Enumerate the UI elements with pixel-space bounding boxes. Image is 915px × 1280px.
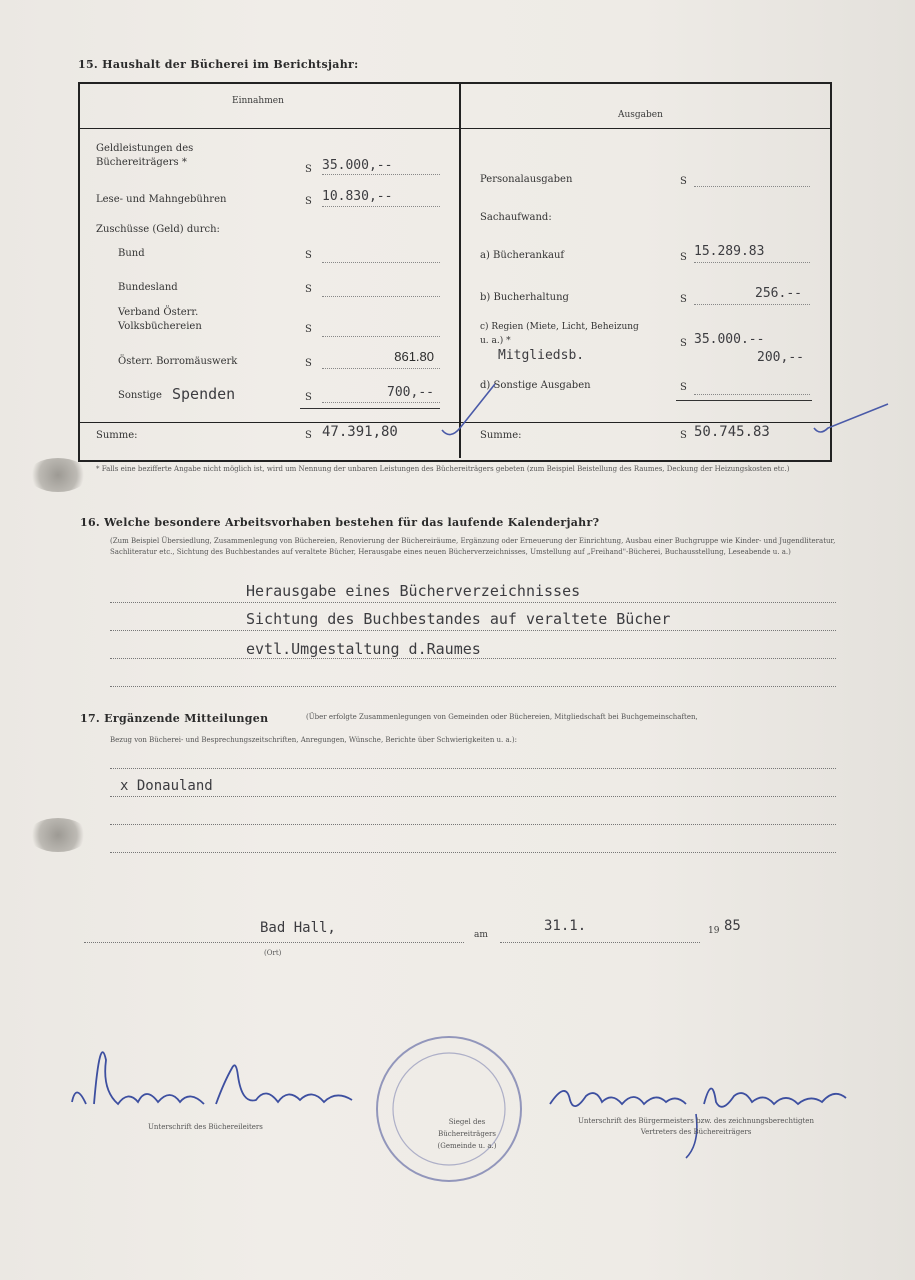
lese-label: Lese- und Mahngebühren bbox=[96, 194, 227, 205]
date-line bbox=[500, 942, 700, 943]
c-label: c) Regien (Miete, Licht, Beheizung u. a.) * bbox=[480, 322, 639, 346]
answer-line bbox=[110, 824, 836, 825]
section-16-title: 16. Welche besondere Arbeitsvorhaben bestehen für das laufende Kalenderjahr? bbox=[80, 516, 600, 529]
currency: S bbox=[305, 250, 312, 261]
bundesland-field[interactable] bbox=[322, 282, 440, 297]
checkmark-icon bbox=[440, 380, 500, 440]
sonstige-label: Sonstige bbox=[118, 390, 162, 401]
currency: S bbox=[305, 284, 312, 295]
place-value: Bad Hall, bbox=[260, 920, 336, 936]
answer-line bbox=[110, 796, 836, 797]
checkmark-icon bbox=[812, 402, 892, 438]
bundesland-label: Bundesland bbox=[118, 282, 178, 293]
currency: S bbox=[305, 392, 312, 403]
section-15-title: 15. Haushalt der Bücherei im Berichtsjahr: bbox=[78, 58, 359, 71]
b-value: 256.-- bbox=[755, 286, 802, 301]
borro-label: Österr. Borromäuswerk bbox=[118, 356, 238, 367]
punch-hole bbox=[28, 818, 88, 852]
section-17-title: 17. Ergänzende Mitteilungen bbox=[80, 712, 269, 725]
expense-summe-label: Summe: bbox=[480, 430, 522, 441]
currency: S bbox=[680, 176, 687, 187]
footnote: * Falls eine bezifferte Angabe nicht möglich ist, wird um Nennung der unbaren Leistungen des Büchereiträgers gebeten (zum Beispiel Beistellung des Raumes, Deckung der Heizungskosten etc.) bbox=[96, 465, 790, 473]
d-label: d) Sonstige Ausgaben bbox=[480, 380, 591, 391]
personal-label: Personalausgaben bbox=[480, 174, 573, 185]
answer-line bbox=[110, 630, 836, 631]
notes-line-1: x Donauland bbox=[120, 778, 213, 794]
date-value: 31.1. bbox=[544, 918, 587, 934]
section-17-hint-1: (Über erfolgte Zusammenlegungen von Gemeinden oder Büchereien, Mitgliedschaft bei Buchgemeinschaften, bbox=[306, 713, 698, 721]
sonstige-value: 700,-- bbox=[387, 385, 434, 400]
place-line bbox=[84, 942, 464, 943]
place-label: (Ort) bbox=[264, 949, 282, 957]
a-value: 15.289.83 bbox=[694, 244, 765, 259]
zuschuss-label: Zuschüsse (Geld) durch: bbox=[96, 224, 220, 235]
plan-line-2: Sichtung des Buchbestandes auf veraltete Bücher bbox=[246, 610, 671, 628]
currency: S bbox=[305, 164, 312, 175]
am-label: am bbox=[474, 930, 488, 940]
bund-label: Bund bbox=[118, 248, 145, 259]
expense-summe-value: 50.745.83 bbox=[694, 424, 770, 440]
geld-value: 35.000,-- bbox=[322, 158, 393, 173]
year-prefix: 19 bbox=[708, 926, 720, 936]
bund-field[interactable] bbox=[322, 248, 440, 263]
currency: S bbox=[305, 324, 312, 335]
currency: S bbox=[680, 338, 687, 349]
section-17-hint-2: Bezug von Bücherei- und Besprechungszeitschriften, Anregungen, Wünsche, Berichte über Schwierigkeiten u. a.): bbox=[110, 736, 517, 744]
mitglied-value: 200,-- bbox=[757, 350, 804, 365]
personal-field[interactable] bbox=[694, 172, 810, 187]
punch-hole bbox=[28, 458, 88, 492]
currency: S bbox=[305, 358, 312, 369]
answer-line bbox=[110, 852, 836, 853]
lese-value: 10.830,-- bbox=[322, 189, 393, 204]
year-value: 85 bbox=[724, 918, 741, 934]
mitglied-label: Mitgliedsb. bbox=[498, 348, 585, 363]
sum-rule bbox=[300, 408, 440, 409]
left-signature-caption: Unterschrift des Büchereileiters bbox=[148, 1123, 263, 1131]
income-header: Einnahmen bbox=[232, 96, 284, 106]
answer-line bbox=[110, 686, 836, 687]
sonstige-handwritten: Spenden bbox=[172, 385, 236, 403]
d-field[interactable] bbox=[694, 380, 810, 395]
seal-caption: Siegel des Büchereiträgers (Gemeinde u. a.) bbox=[437, 1118, 497, 1150]
verband-label: Verband Österr. Volksbüchereien bbox=[118, 307, 202, 332]
plan-line-3: evtl.Umgestaltung d.Raumes bbox=[246, 640, 481, 658]
answer-line bbox=[110, 602, 836, 603]
currency: S bbox=[305, 430, 312, 441]
seal-stamp-icon bbox=[374, 1034, 524, 1184]
b-label: b) Bucherhaltung bbox=[480, 292, 569, 303]
right-signature-caption: Unterschrift des Bürgermeisters bzw. des zeichnungsberechtigten Vertreters des Büchereiträgers bbox=[578, 1117, 814, 1136]
table-header-line bbox=[80, 128, 830, 129]
currency: S bbox=[680, 430, 687, 441]
currency: S bbox=[305, 196, 312, 207]
geld-label: Geldleistungen des Büchereiträgers * bbox=[96, 143, 194, 168]
income-summe-value: 47.391,80 bbox=[322, 424, 398, 440]
currency: S bbox=[680, 252, 687, 263]
currency: S bbox=[680, 382, 687, 393]
left-signature-icon bbox=[66, 1030, 366, 1120]
plan-line-1: Herausgabe eines Bücherverzeichnisses bbox=[246, 582, 581, 600]
borro-value: 861.80 bbox=[394, 349, 434, 364]
answer-line bbox=[110, 658, 836, 659]
a-label: a) Bücherankauf bbox=[480, 250, 565, 261]
section-16-hint: (Zum Beispiel Übersiedlung, Zusammenlegung von Büchereien, Renovierung der Büchereiräume, Ergänzung oder Erneuerung der Einrichtung, Ausbau einer Buchgruppe wie Kinder- und Jugendliteratur, Sachliteratur etc., Sichtung des Buchbestandes auf veraltete Bücher, Herausgabe eines neuen Bücherverzeichnisses, Umstellung auf „Freihand"-Bücherei, Buchausstellung, Leseabende u. a.) bbox=[110, 537, 836, 556]
sach-label: Sachaufwand: bbox=[480, 212, 552, 223]
c-value: 35.000.-- bbox=[694, 332, 765, 347]
income-summe-label: Summe: bbox=[96, 430, 138, 441]
currency: S bbox=[680, 294, 687, 305]
answer-line bbox=[110, 768, 836, 769]
sum-rule bbox=[676, 400, 812, 401]
verband-field[interactable] bbox=[322, 322, 440, 337]
expense-header: Ausgaben bbox=[618, 110, 663, 120]
